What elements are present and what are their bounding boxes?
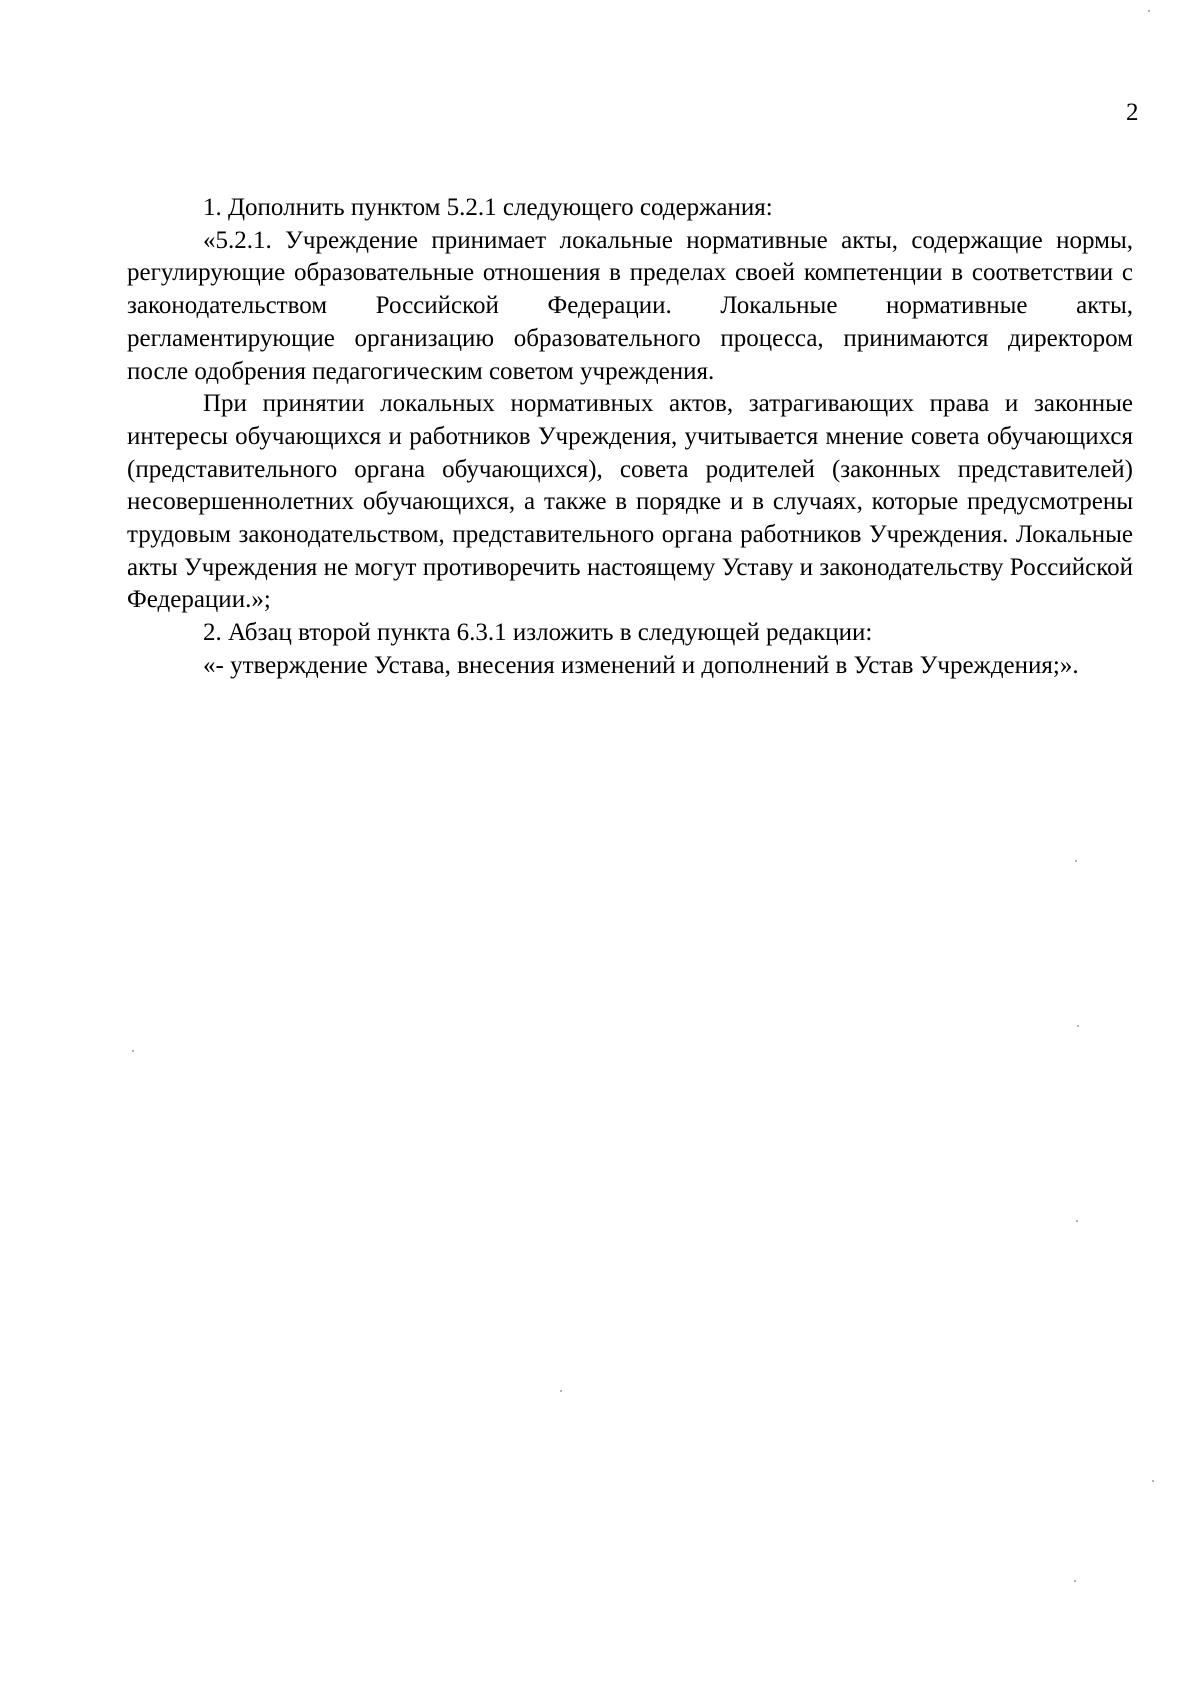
paragraph-item-2: 2. Абзац второй пункта 6.3.1 изложить в следующей редакции: bbox=[203, 619, 873, 647]
paragraph-item-1: 1. Дополнить пунктом 5.2.1 следующего содержания: bbox=[203, 194, 773, 221]
scan-speck bbox=[1075, 860, 1077, 862]
paragraph-charter-approval: «- утверждение Устава, внесения изменений и дополнений в Устав Учреждения;». bbox=[203, 651, 1079, 679]
document-body bbox=[127, 192, 1133, 683]
scan-speck bbox=[1152, 1480, 1154, 1482]
scan-speck bbox=[1076, 1220, 1078, 1222]
paragraph-local-acts: При принятии локальных нормативных актов, затрагивающих права и законные интересы обучающихся и работников Учреждения, учитывается мнение совета обучающихся (представительного органа обучающихся), совета родителей (законных представителей) несовершеннолетних обучающихся, а также в порядке и в случаях, которые предусмотрены трудовым законодательством, представительного органа работников Учреждения. Локальные акты Учреждения не могут противоречить настоящему Уставу и законодательству Российской Федерации.»; bbox=[127, 390, 1133, 614]
page-number: 2 bbox=[1126, 99, 1139, 126]
scan-speck bbox=[132, 1050, 134, 1052]
scan-speck bbox=[1077, 1025, 1079, 1027]
paragraph-item-2-quote: «5.2.1. Учреждение принимает локальные нормативные акты, содержащие нормы, регулирующие образовательные отношения в пределах своей компетенции в соответствии с законодательством Российской Федерации. Локальные нормативные акты, регламентирующие организацию образовательного процесса, принимаются директором после одобрения педагогическим советом учреждения. bbox=[127, 226, 1133, 385]
scan-speck bbox=[1074, 1580, 1076, 1582]
scan-speck bbox=[1148, 10, 1150, 12]
scan-speck bbox=[560, 1390, 562, 1392]
